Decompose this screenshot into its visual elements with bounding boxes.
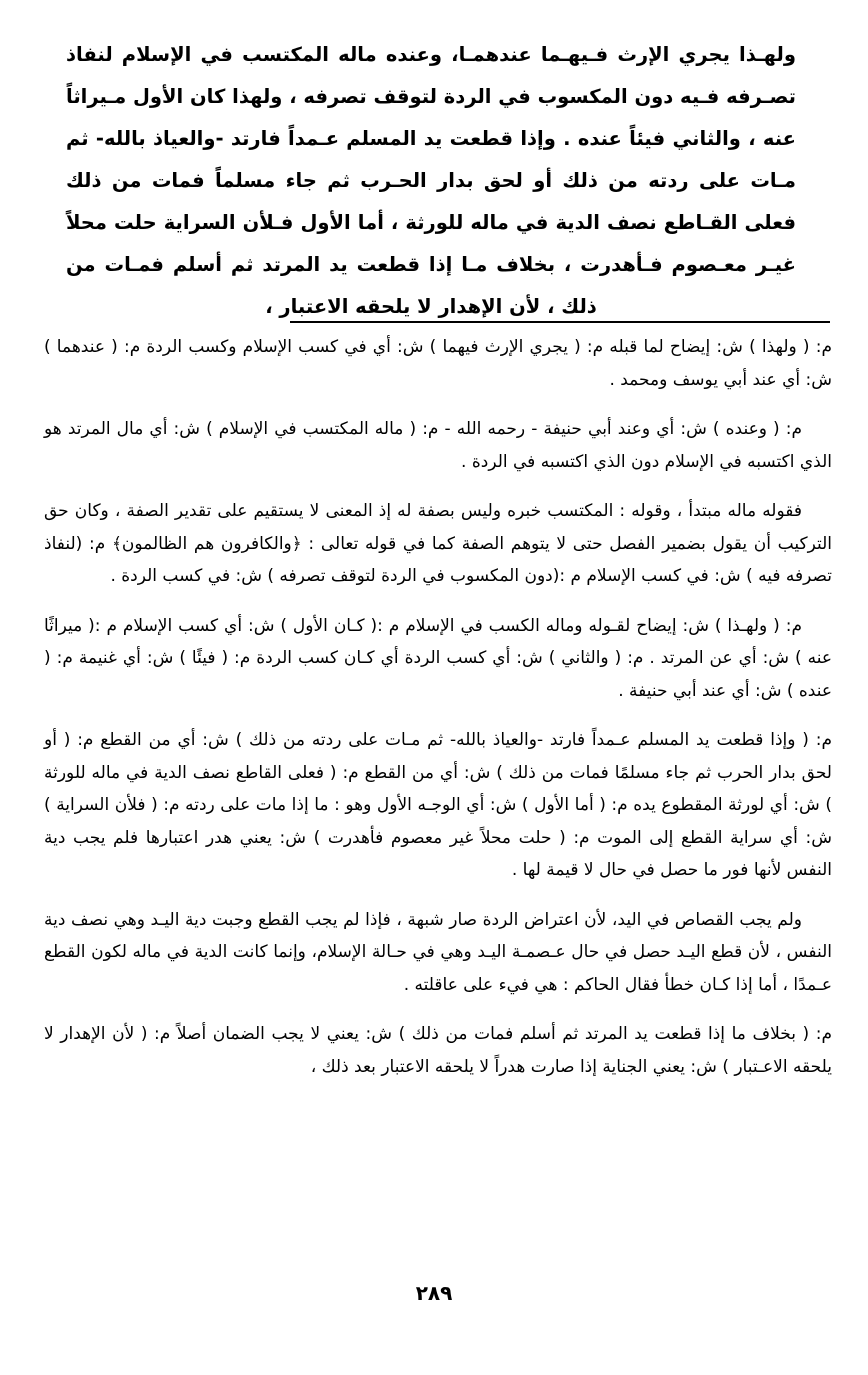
commentary-paragraph-3: فقوله ماله مبتدأ ، وقوله : المكتسب خبره وليس بصفة له إذ المعنى لا يستقيم على تقدير الصفة ، وكان حق التركيب أن يقول بضمير الفصل حتى لا يتوهم الصفة كما في قوله تعالى : ﴿والكافرون هم الظالمون﴾ م: (لنفاذ تصرفه فيه ) ش: في كسب الإسلام م :(دون المكسوب في الردة لتوقف تصرفه ) ش: في كسب الردة . <box>44 501 832 586</box>
commentary-paragraph-1: م: ( ولهذا ) ش: إيضاح لما قبله م: ( يجري الإرث فيهما ) ش: أي في كسب الإسلام وكسب الردة م: ( عندهما ) ش: أي عند أبي يوسف ومحمد . <box>44 337 832 390</box>
main-text: ولهـذا يجري الإرث فـيهـما عندهمـا، وعنده ماله المكتسب في الإسلام لنفاذ تصـرفه فـيه دون المكسوب في الردة لتوقف تصرفه ، ولهذا كان الأول مـيراثاً عنه ، والثاني فيئاً عنده . وإذا قطعت يد المسلم عـمداً فارتد -والعياذ بالله- ثم مـات على ردته من ذلك أو لحق بدار الحـرب ثم جاء مسلماً فمات من ذلك فعلى القـاطع نصف الدية في ماله للورثة ، أما الأول فـلأن السراية حلت محلاً غيـر معـصوم فـأهدرت ، بخلاف مـا إذا قطعت يد المرتد ثم أسلم فمـات من ذلك ، لأن الإهدار لا يلحقه الاعتبار ، <box>66 43 796 318</box>
page-number: ٢٨٩ <box>415 1281 453 1305</box>
commentary-paragraph-2: م: ( وعنده ) ش: أي وعند أبي حنيفة - رحمه الله - م: ( ماله المكتسب في الإسلام ) ش: أي مال المرتد هو الذي اكتسبه في الإسلام دون الذي اكتسبه في الردة . <box>44 419 832 472</box>
commentary-section <box>44 331 832 1100</box>
commentary-paragraph-7: م: ( بخلاف ما إذا قطعت يد المرتد ثم أسلم فمات من ذلك ) ش: يعني لا يجب الضمان أصلاً م: ( لأن الإهدار لا يلحقه الاعـتبار ) ش: يعني الجناية إذا صارت هدراً لا يلحقه الاعتبار بعد ذلك ، <box>44 1024 832 1077</box>
divider-line <box>290 321 830 323</box>
commentary-paragraph-4: م: ( ولهـذا ) ش: إيضاح لقـوله وماله الكسب في الإسلام م :( كـان الأول ) ش: أي كسب الإسلام م :( ميراثًا عنه ) ش: أي عن المرتد . م: ( والثاني ) ش: أي كسب الردة أي كـان كسب الردة م: ( فيئًا ) ش: أي غنيمة م: ( عنده ) ش: أي عند أبي حنيفة . <box>44 615 832 701</box>
commentary-paragraph-5: م: ( وإذا قطعت يد المسلم عـمداً فارتد -والعياذ بالله- ثم مـات على ردته من ذلك ) ش: أي من القطع م: ( أو لحق بدار الحرب ثم جاء مسلمًا فمات من ذلك ) ش: أي من القطع م: ( فعلى القاطع نصف الدية في ماله للورثة ) ش: أي لورثة المقطوع يده م: ( أما الأول ) ش: أي الوجـه الأول وهو : ما إذا مات على ردته م: ( فلأن السراية ) ش: أي سراية القطع إلى الموت م: ( حلت محلاً غير معصوم فأهدرت ) ش: يعني هدر اعتبارها فلم يجب دية النفس لأنها فور ما حصل في حال لا قيمة لها . <box>44 730 832 880</box>
commentary-paragraph-6: ولم يجب القصاص في اليد، لأن اعتراض الردة صار شبهة ، فإذا لم يجب القطع وجبت دية اليـد وهي نصف دية النفس ، لأن قطع اليـد حصل في حال عـصمـة اليـد وهي في حـالة الإسلام، وإنما كانت الدية في ماله لكون القطع عـمدًا ، أما إذا كـان خطأ فقال الحاكم : هي فيء على عاقلته . <box>44 909 832 995</box>
